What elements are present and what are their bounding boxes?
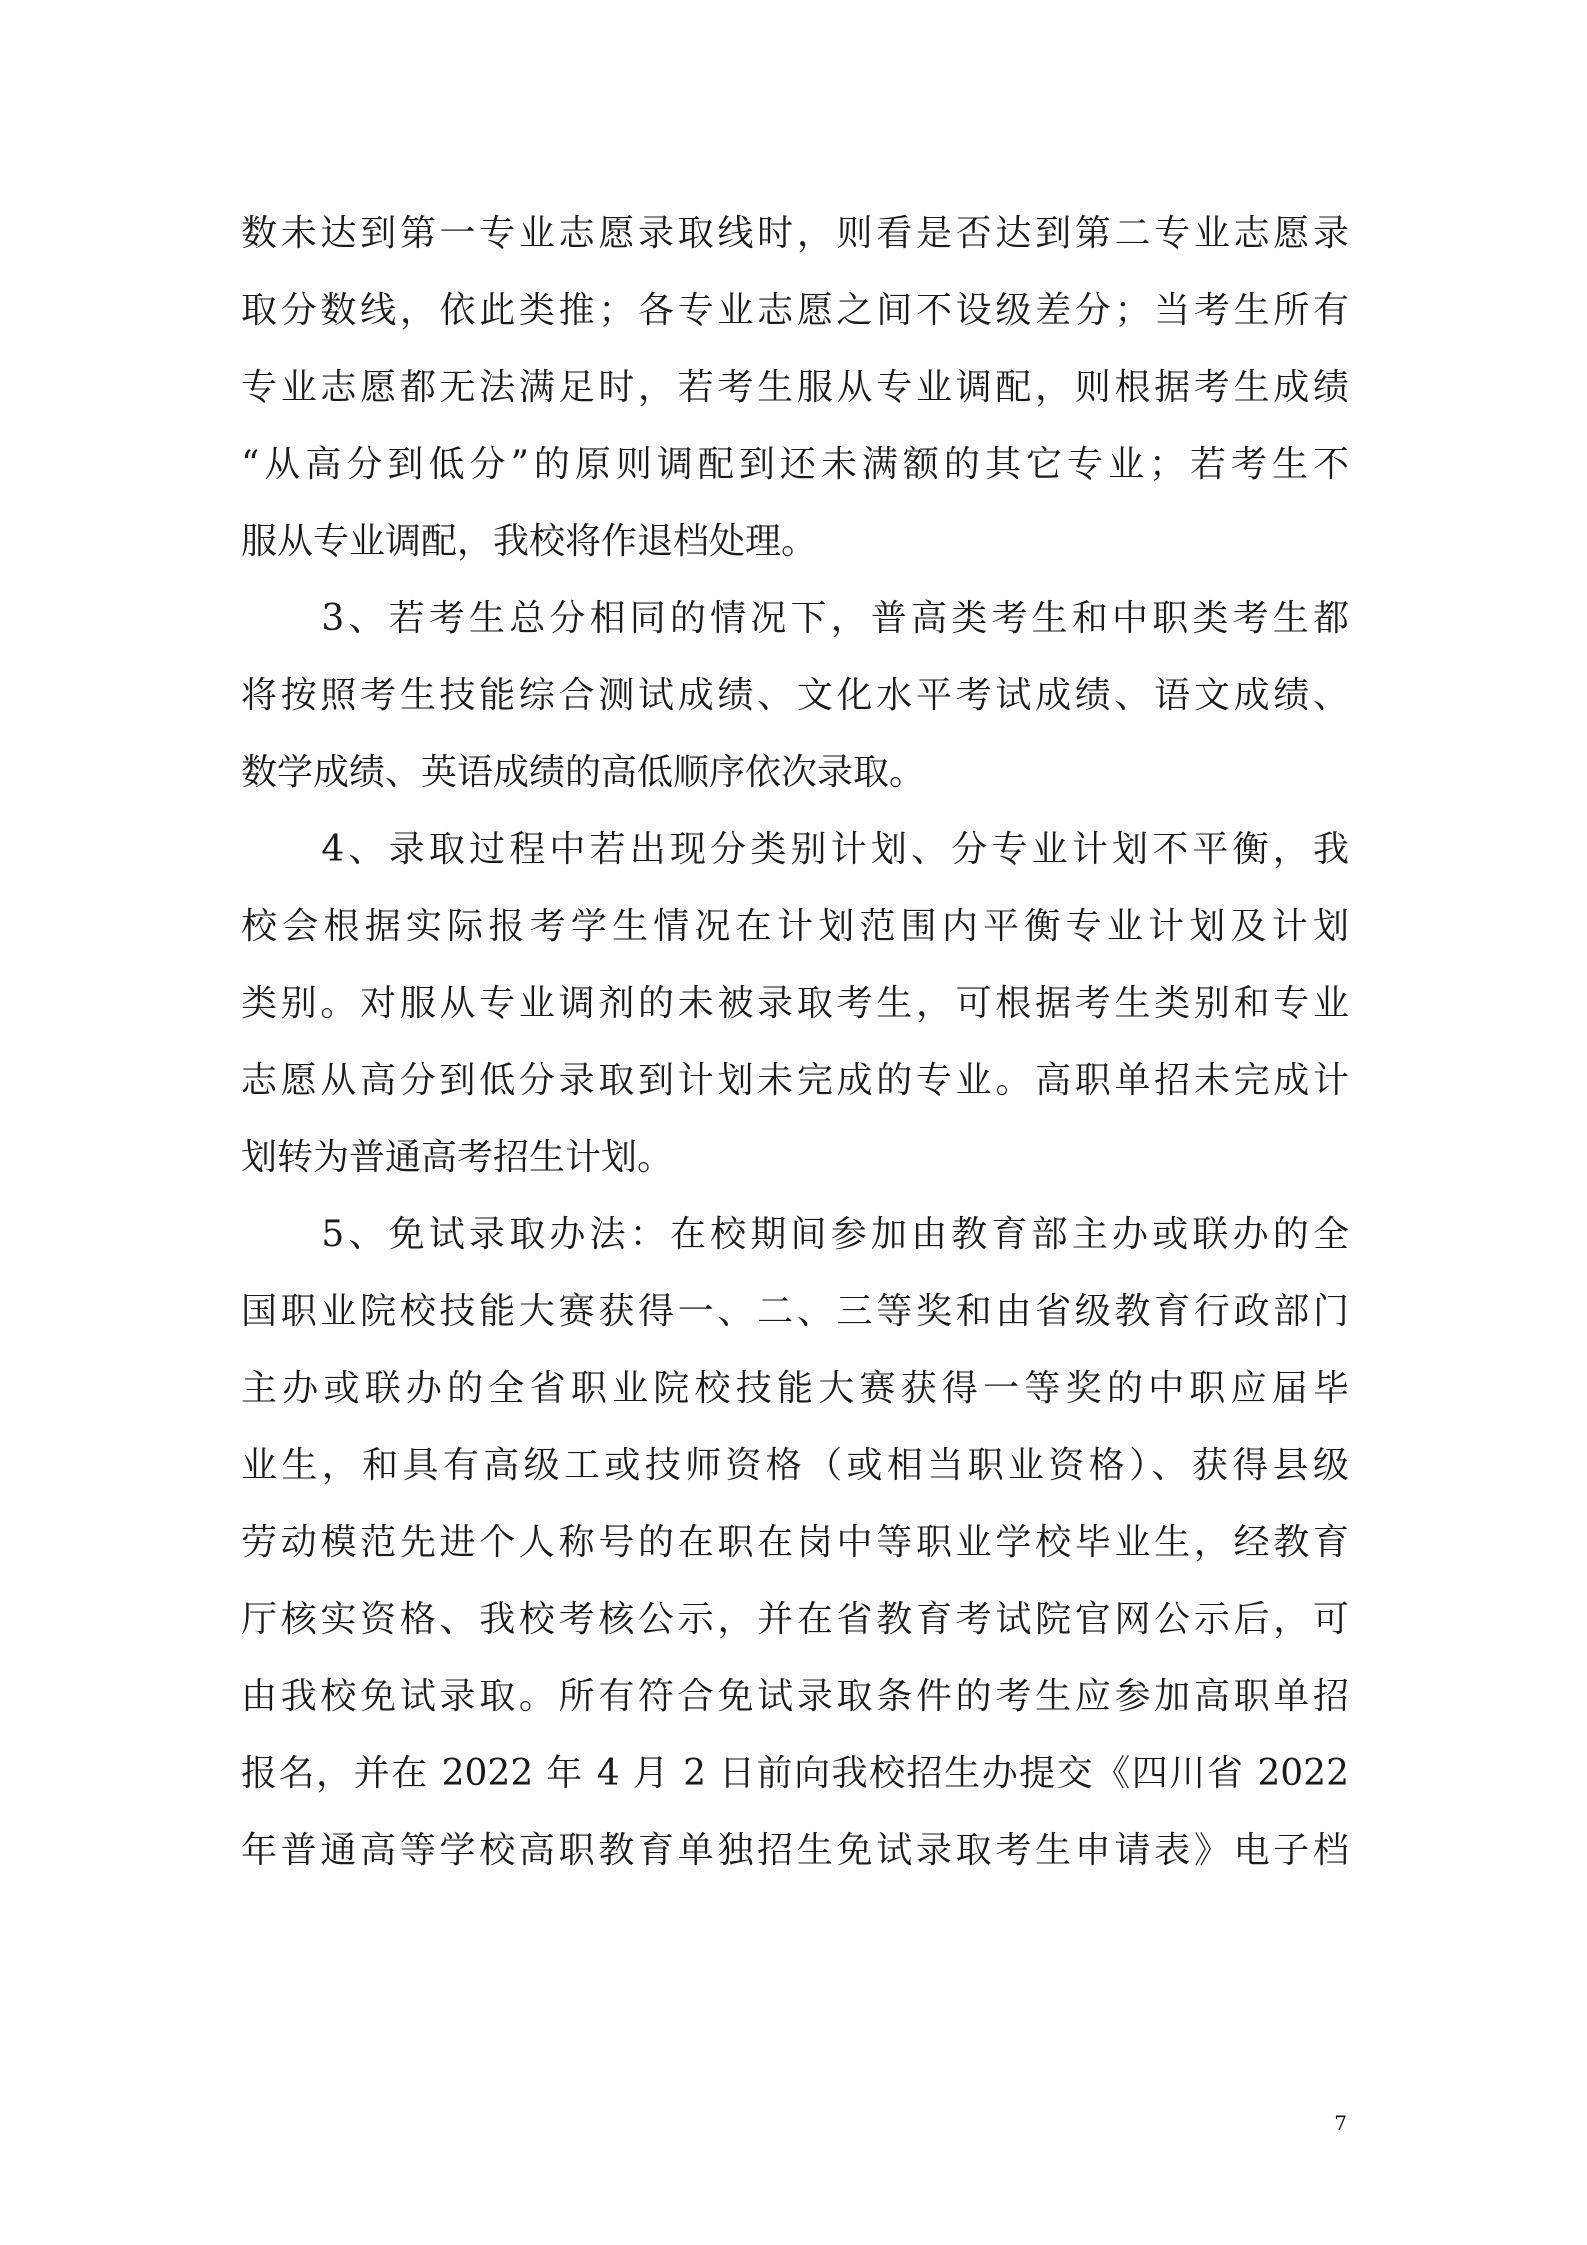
text-line: 将按照考生技能综合测试成绩、文化水平考试成绩、语文成绩、 [241,675,1349,716]
text-line: 类别。对服从专业调剂的未被录取考生，可根据考生类别和专业 [241,983,1349,1024]
text-line: “从高分到低分”的原则调配到还未满额的其它专业；若考生不 [241,444,1349,485]
text-line: 数学成绩、英语成绩的高低顺序依次录取。 [241,752,926,793]
text-line: 服从专业调配，我校将作退档处理。 [241,521,818,562]
text-line: 专业志愿都无法满足时，若考生服从专业调配，则根据考生成绩 [241,367,1349,408]
text-line: 4、录取过程中若出现分类别计划、分专业计划不平衡，我 [241,829,1349,870]
text-line: 由我校免试录取。所有符合免试录取条件的考生应参加高职单招 [241,1676,1349,1717]
text-line: 划转为普通高考招生计划。 [241,1137,674,1178]
text-line: 主办或联办的全省职业院校技能大赛获得一等奖的中职应届毕 [241,1368,1349,1409]
text-line: 劳动模范先进个人称号的在职在岗中等职业学校毕业生，经教育 [241,1522,1349,1563]
text-line: 国职业院校技能大赛获得一、二、三等奖和由省级教育行政部门 [241,1291,1349,1332]
text-line: 取分数线，依此类推；各专业志愿之间不设级差分；当考生所有 [241,290,1349,331]
text-line: 年普通高等学校高职教育单独招生免试录取考生申请表》电子档 [241,1830,1349,1871]
text-line: 业生，和具有高级工或技师资格（或相当职业资格）、获得县级 [241,1445,1349,1486]
text-line: 报名，并在 2022 年 4 月 2 日前向我校招生办提交《四川省 2022 [241,1753,1349,1794]
page-number: 7 [1334,2111,1347,2135]
text-line: 厅核实资格、我校考核公示，并在省教育考试院官网公示后，可 [241,1599,1349,1640]
text-line: 3、若考生总分相同的情况下，普高类考生和中职类考生都 [241,598,1349,639]
text-line: 5、免试录取办法：在校期间参加由教育部主办或联办的全 [241,1214,1349,1255]
document-body [241,195,1349,1889]
text-line: 志愿从高分到低分录取到计划未完成的专业。高职单招未完成计 [241,1060,1349,1101]
text-line: 数未达到第一专业志愿录取线时，则看是否达到第二专业志愿录 [241,213,1349,254]
text-line: 校会根据实际报考学生情况在计划范围内平衡专业计划及计划 [241,906,1349,947]
